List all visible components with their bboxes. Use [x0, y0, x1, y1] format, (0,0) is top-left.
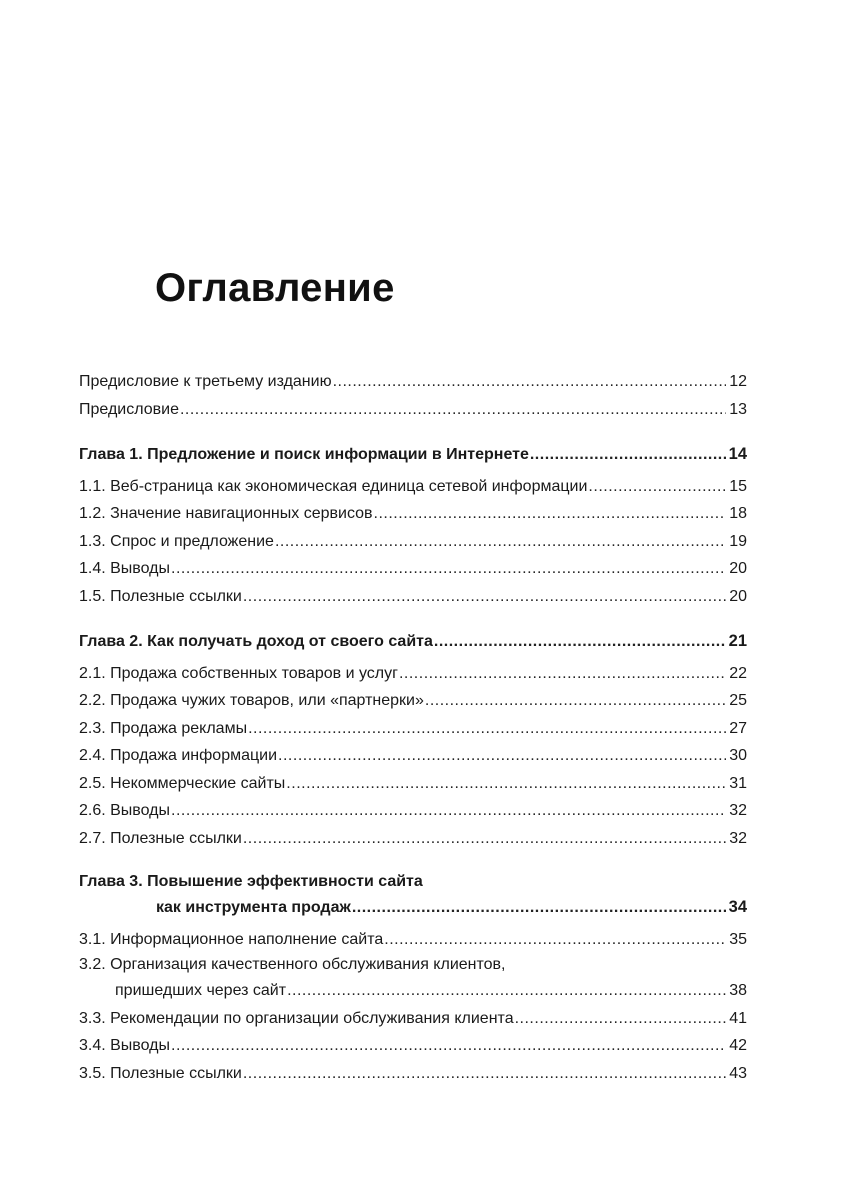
toc-entry-label: Предисловие к третьему изданию: [79, 373, 332, 390]
dot-leader: [180, 396, 726, 424]
toc-entry-label: 2.3. Продажа рекламы: [79, 719, 248, 737]
toc-entry-label: 3.4. Выводы: [79, 1037, 171, 1054]
toc-entry-label: 1.2. Значение навигационных сервисов: [79, 505, 373, 522]
toc-entry-label: 2.2. Продажа чужих товаров, или «партнерки»: [79, 692, 424, 709]
spacer: [79, 610, 747, 628]
dot-leader: [278, 742, 726, 770]
toc-page-number: 13: [729, 400, 747, 418]
toc-chapter-label: Глава 1. Предложение и поиск информации в Интернете: [79, 446, 529, 463]
dot-leader: [333, 368, 727, 396]
toc-entry-label: 2.5. Некоммерческие сайты: [79, 774, 286, 792]
toc-page-number: 19: [729, 532, 747, 550]
toc-entry-1-2[interactable]: [79, 500, 747, 528]
toc-page-number: 18: [729, 505, 747, 522]
toc-entry-1-4[interactable]: [79, 555, 747, 583]
toc-chapter-line2: [79, 894, 747, 922]
toc-entry-label: Предисловие: [79, 400, 179, 418]
toc-entry-label: 2.7. Полезные ссылки: [79, 829, 242, 847]
dot-leader: [171, 555, 726, 583]
toc-entry-label: 1.5. Полезные ссылки: [79, 587, 242, 605]
dot-leader: [243, 1060, 726, 1088]
toc-chapter-3[interactable]: [79, 870, 747, 922]
toc-page-number: 15: [729, 477, 747, 495]
dot-leader: [399, 660, 726, 688]
toc-page-number: 31: [729, 774, 747, 792]
toc-entry-1-5[interactable]: [79, 583, 747, 611]
dot-leader: [275, 528, 726, 556]
toc-entry-label: 1.1. Веб-страница как экономическая единица сетевой информации: [79, 477, 588, 495]
toc-entry-2-5[interactable]: [79, 770, 747, 798]
toc-page-number: 27: [729, 719, 747, 737]
toc-entry-line2: [79, 977, 747, 1005]
dot-leader: [530, 441, 726, 469]
dot-leader: [171, 1032, 726, 1060]
toc-entry-1-1[interactable]: [79, 473, 747, 501]
dot-leader: [248, 715, 726, 743]
toc-entry-3-5[interactable]: [79, 1060, 747, 1088]
toc-page-number: 25: [729, 692, 747, 709]
toc-page-number: 30: [729, 747, 747, 764]
toc-entry-label: 1.3. Спрос и предложение: [79, 532, 274, 550]
spacer: [79, 423, 747, 441]
toc-page-number: 32: [729, 802, 747, 819]
page-title: Оглавление: [155, 266, 395, 310]
toc-page-number: 32: [729, 829, 747, 847]
toc-entry-label: 3.3. Рекомендации по организации обслуживания клиента: [79, 1009, 514, 1027]
dot-leader: [352, 894, 726, 922]
toc-entry-label: 3.1. Информационное наполнение сайта: [79, 930, 384, 948]
toc-chapter-label-line1: Глава 3. Повышение эффективности сайта: [79, 873, 423, 890]
toc-chapter-1[interactable]: [79, 441, 747, 469]
toc-entry-2-6[interactable]: [79, 797, 747, 825]
toc-page-number: 34: [728, 898, 747, 916]
toc-entry-3-2[interactable]: [79, 953, 747, 1005]
dot-leader: [171, 797, 726, 825]
toc-page-number: 20: [729, 560, 747, 577]
toc-chapter-label: Глава 2. Как получать доход от своего сайта: [79, 633, 433, 650]
dot-leader: [425, 687, 726, 715]
dot-leader: [243, 825, 726, 853]
toc-entry-2-4[interactable]: [79, 742, 747, 770]
toc-entry-2-3[interactable]: [79, 715, 747, 743]
toc-page-number: 20: [729, 587, 747, 605]
toc-entry-2-1[interactable]: [79, 660, 747, 688]
dot-leader: [434, 628, 726, 656]
toc-entry-label-line2: пришедших через сайт: [115, 982, 287, 999]
dot-leader: [588, 473, 726, 501]
toc-entry-label: 2.1. Продажа собственных товаров и услуг: [79, 664, 398, 682]
toc-entry-1-3[interactable]: [79, 528, 747, 556]
toc-chapter-label-line2: как инструмента продаж: [156, 899, 351, 916]
toc-entry-label: 2.4. Продажа информации: [79, 747, 278, 764]
dot-leader: [243, 583, 726, 611]
toc-entry-preface[interactable]: [79, 396, 747, 424]
toc-page-number: 35: [729, 930, 747, 948]
toc-page-number: 21: [728, 632, 747, 650]
dot-leader: [384, 926, 726, 954]
dot-leader: [286, 770, 726, 798]
toc-entry-label: 2.6. Выводы: [79, 802, 171, 819]
table-of-contents: [79, 368, 747, 1087]
toc-page-number: 41: [729, 1009, 747, 1027]
dot-leader: [287, 977, 726, 1005]
toc-entry-2-2[interactable]: [79, 687, 747, 715]
toc-entry-2-7[interactable]: [79, 825, 747, 853]
toc-entry-3-4[interactable]: [79, 1032, 747, 1060]
toc-entry-preface-third-edition[interactable]: [79, 368, 747, 396]
toc-entry-label-line1: 3.2. Организация качественного обслуживания клиентов,: [79, 956, 506, 973]
spacer: [79, 852, 747, 870]
dot-leader: [374, 500, 727, 528]
toc-page-number: 38: [729, 982, 747, 999]
toc-page-number: 42: [729, 1037, 747, 1054]
toc-page-number: 43: [729, 1064, 747, 1082]
toc-entry-label: 1.4. Выводы: [79, 560, 171, 577]
toc-chapter-2[interactable]: [79, 628, 747, 656]
toc-entry-3-3[interactable]: [79, 1005, 747, 1033]
toc-page-number: 12: [729, 373, 747, 390]
dot-leader: [515, 1005, 727, 1033]
toc-entry-label: 3.5. Полезные ссылки: [79, 1064, 242, 1082]
toc-page-number: 22: [729, 664, 747, 682]
toc-entry-3-1[interactable]: [79, 926, 747, 954]
toc-page-number: 14: [728, 445, 747, 463]
